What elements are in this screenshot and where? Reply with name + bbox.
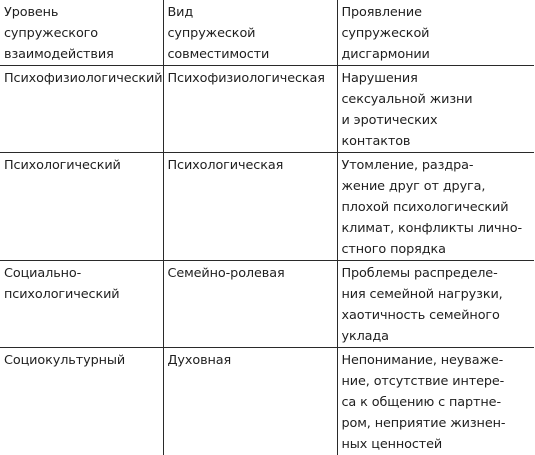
cell-kind: Духовная bbox=[163, 348, 337, 455]
cell-kind: Семейно-ролевая bbox=[163, 261, 337, 348]
table-row bbox=[0, 348, 534, 455]
header-manifestation: Проявление супружеской дисгармонии bbox=[337, 0, 534, 66]
table-header-row bbox=[0, 0, 534, 66]
header-kind: Вид супружеской совместимости bbox=[163, 0, 337, 66]
table-row bbox=[0, 66, 534, 153]
table-row bbox=[0, 261, 534, 348]
table-row bbox=[0, 153, 534, 261]
cell-manifestation: Проблемы распределе- ния семейной нагрузки, хаотичность семейного уклада bbox=[337, 261, 534, 348]
cell-kind: Психофизиологическая bbox=[163, 66, 337, 153]
cell-manifestation: Непонимание, неуваже- ние, отсутствие интере- са к общению с партне- ром, неприятие жизнен- ных ценностей bbox=[337, 348, 534, 455]
cell-level: Психофизиологический bbox=[0, 66, 163, 153]
cell-manifestation: Утомление, раздра- жение друг от друга, плохой психологический климат, конфликты лично- стного порядка bbox=[337, 153, 534, 261]
cell-manifestation: Нарушения сексуальной жизни и эротических контактов bbox=[337, 66, 534, 153]
header-level: Уровень супружеского взаимодействия bbox=[0, 0, 163, 66]
cell-level: Социокультурный bbox=[0, 348, 163, 455]
cell-level: Психологический bbox=[0, 153, 163, 261]
cell-kind: Психологическая bbox=[163, 153, 337, 261]
cell-level: Социально- психологический bbox=[0, 261, 163, 348]
